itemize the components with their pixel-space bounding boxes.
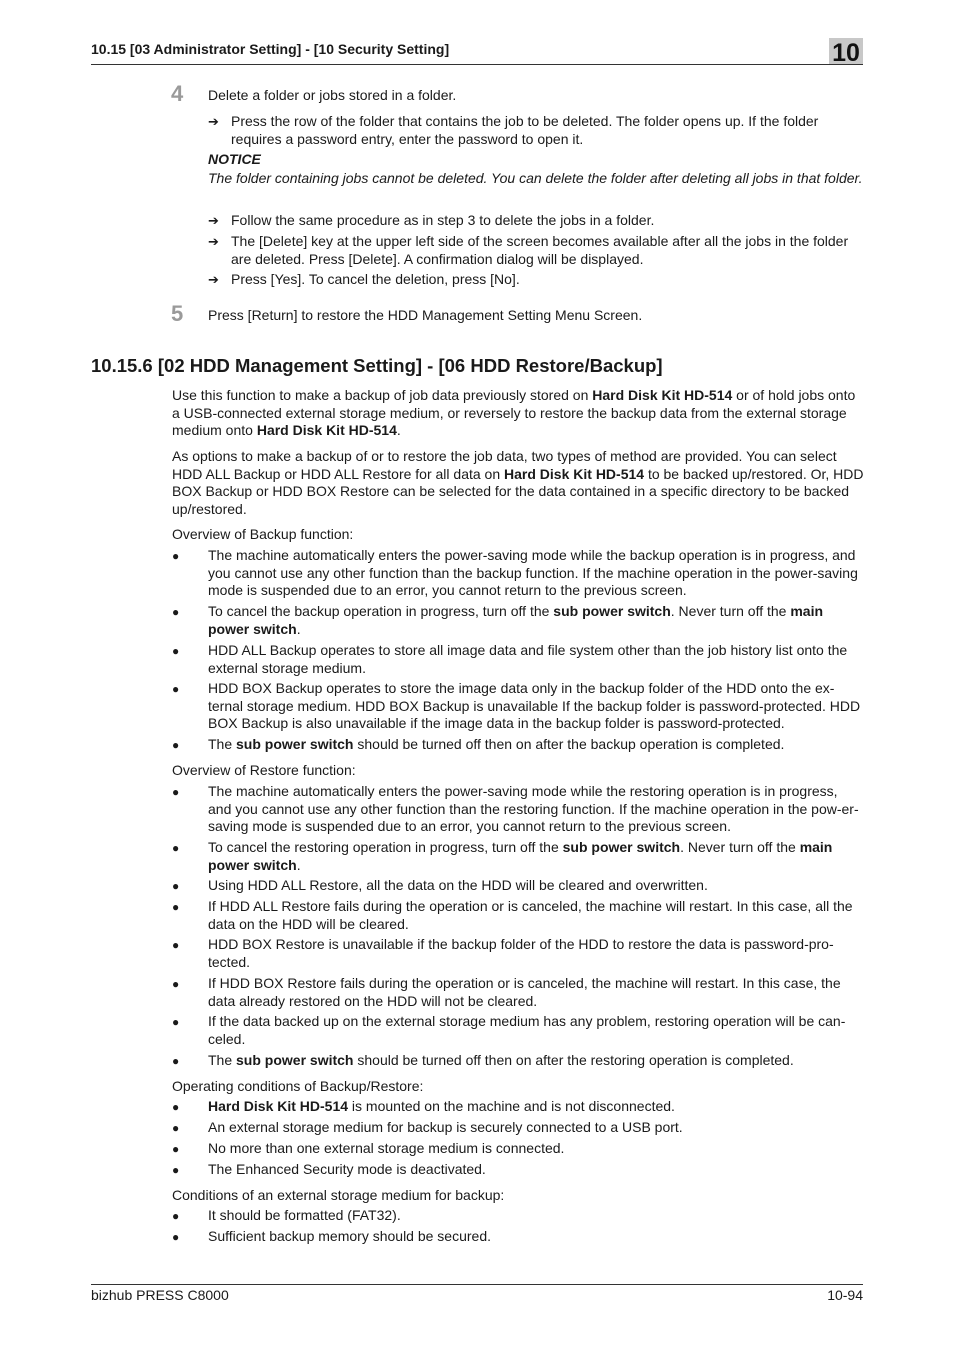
bullet-icon: ● [172,1121,180,1135]
arrow-icon: ➔ [208,272,219,287]
notice-body: The folder containing jobs cannot be deleted. You can delete the folder after deleting all jobs in that folder. [208,170,863,186]
step-number: 5 [171,301,184,326]
bullet-icon: ● [172,977,180,991]
chapter-number: 10 [829,38,863,64]
step-number: 4 [171,81,184,106]
backup-heading: Overview of Backup function: [172,526,354,542]
bullet-icon: ● [172,841,180,855]
medium-heading: Conditions of an external storage medium for backup: [172,1187,505,1203]
list-item: To cancel the restoring operation in progress, turn off the sub power switch. Never turn off the main power switch. [208,839,833,873]
bullet-icon: ● [172,605,180,619]
arrow-icon: ➔ [208,213,219,228]
bullet-icon: ● [172,1230,180,1244]
list-item: The sub power switch should be turned off then on after the restoring operation is completed. [208,1052,794,1068]
list-item: If the data backed up on the external storage medium has any problem, restoring operation will be can-celed. [208,1013,846,1047]
list-item: If HDD BOX Restore fails during the operation or is canceled, the machine will restart. In this case, the data already restored on the HDD will not be cleared. [208,975,841,1009]
bullet-icon: ● [172,738,180,752]
bullet-icon: ● [172,1100,180,1114]
bullet-icon: ● [172,1163,180,1177]
substep-text: Follow the same procedure as in step 3 to delete the jobs in a folder. [231,212,655,228]
conditions-heading: Operating conditions of Backup/Restore: [172,1078,424,1094]
list-item: It should be formatted (FAT32). [208,1207,401,1223]
list-item: Sufficient backup memory should be secured. [208,1228,492,1244]
list-item: HDD BOX Backup operates to store the image data only in the backup folder of the HDD onto the ex-ternal storage medium. HDD BOX Backup is unavailable If the backup folder is password-protected. HDD BOX Backup is also unavailable if the image data in the backup folder is password-protected. [208,680,861,731]
bullet-icon: ● [172,682,180,696]
list-item: HDD BOX Restore is unavailable if the backup folder of the HDD to restore the data is password-pro-tected. [208,936,834,970]
footer-rule [91,1284,863,1285]
list-item: The sub power switch should be turned off then on after the backup operation is completed. [208,736,785,752]
step-text: Delete a folder or jobs stored in a folder. [208,87,457,103]
list-item: If HDD ALL Restore fails during the operation or is canceled, the machine will restart. In this case, all the data on the HDD will be cleared. [208,898,853,932]
bullet-icon: ● [172,1142,180,1156]
list-item: Using HDD ALL Restore, all the data on the HDD will be cleared and overwritten. [208,877,708,893]
options-paragraph: As options to make a backup of or to restore the job data, two types of method are provided. You can select HDD ALL Backup or HDD ALL Restore for all data on Hard Disk Kit HD-514 to be backed up/restored. Or, HDD BOX Backup or HDD BOX Restore can be selected for the data contained in a specific directory to be backed up/restored. [172,448,864,517]
bullet-icon: ● [172,785,180,799]
list-item: No more than one external storage medium is connected. [208,1140,565,1156]
substep-text: Press [Yes]. To cancel the deletion, press [No]. [231,271,520,287]
section-title: 10.15.6 [02 HDD Management Setting] - [06 HDD Restore/Backup] [91,355,663,376]
bullet-icon: ● [172,644,180,658]
list-item: HDD ALL Backup operates to store all image data and file system other than the job history list onto the external storage medium. [208,642,848,676]
step-text: Press [Return] to restore the HDD Management Setting Menu Screen. [208,307,643,323]
header-rule [91,64,863,65]
substep-text: The [Delete] key at the upper left side of the screen becomes available after all the jobs in the folder are deleted. Press [Delete]. A confirmation dialog will be displayed. [231,233,849,267]
bullet-icon: ● [172,900,180,914]
footer-page-number: 10-94 [827,1287,863,1303]
intro-paragraph: Use this function to make a backup of job data previously stored on Hard Disk Kit HD-514 or of hold jobs onto a USB-connected external storage medium, or reversely to restore the backup data from the external storage medium onto Hard Disk Kit HD-514. [172,387,856,438]
restore-heading: Overview of Restore function: [172,762,356,778]
header-title: 10.15 [03 Administrator Setting] - [10 Security Setting] [91,41,450,57]
bullet-icon: ● [172,549,180,563]
bullet-icon: ● [172,879,180,893]
bullet-icon: ● [172,1054,180,1068]
list-item: Hard Disk Kit HD-514 is mounted on the machine and is not disconnected. [208,1098,675,1114]
substep-text: Press the row of the folder that contains the job to be deleted. The folder opens up. If the folder requires a password entry, enter the password to open it. [231,113,819,147]
footer-product: bizhub PRESS C8000 [91,1287,229,1303]
bullet-icon: ● [172,938,180,952]
list-item: The Enhanced Security mode is deactivated. [208,1161,486,1177]
arrow-icon: ➔ [208,234,219,249]
list-item: The machine automatically enters the power-saving mode while the backup operation is in progress, and you cannot use any other function than the backup function. If the machine operation in the power-saving mode is suspended due to an error, you cannot return to the previous screen. [208,547,858,598]
notice-heading: NOTICE [208,151,261,167]
arrow-icon: ➔ [208,114,219,129]
list-item: An external storage medium for backup is securely connected to a USB port. [208,1119,683,1135]
list-item: To cancel the backup operation in progress, turn off the sub power switch. Never turn off the main power switch. [208,603,824,637]
bullet-icon: ● [172,1015,180,1029]
bullet-icon: ● [172,1209,180,1223]
list-item: The machine automatically enters the power-saving mode while the restoring operation is in progress, and you cannot use any other function than the restoring function. If the machine operation in the pow-er-saving mode is suspended due to an error, you cannot return to the previous screen. [208,783,859,834]
